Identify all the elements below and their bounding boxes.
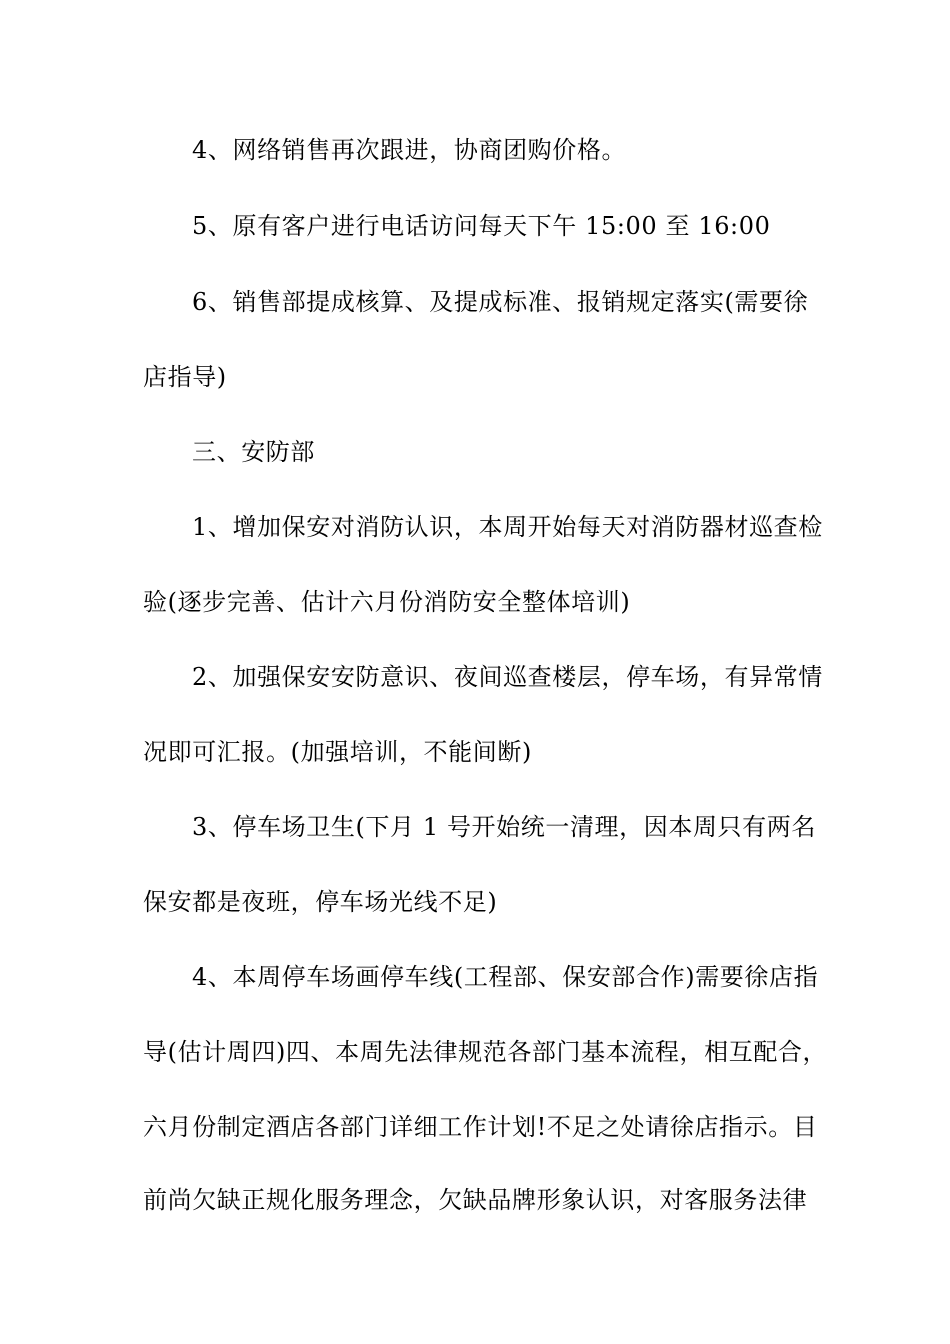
paragraph-line: 4、本周停车场画停车线(工程部、保安部合作)需要徐店指 bbox=[192, 963, 819, 991]
paragraph-line: 3、停车场卫生(下月 1 号开始统一清理，因本周只有两名 bbox=[192, 813, 816, 841]
paragraph-line: 5、原有客户进行电话访问每天下午 15:00 至 16:00 bbox=[192, 212, 771, 240]
paragraph-line: 6、销售部提成核算、及提成标准、报销规定落实(需要徐 bbox=[192, 288, 809, 316]
paragraph-line: 4、网络销售再次跟进，协商团购价格。 bbox=[192, 136, 627, 164]
paragraph-line: 前尚欠缺正规化服务理念，欠缺品牌形象认识，对客服务法律 bbox=[143, 1186, 808, 1214]
section-heading: 三、安防部 bbox=[192, 438, 315, 466]
paragraph-line: 2、加强保安安防意识、夜间巡查楼层，停车场，有异常情 bbox=[192, 663, 823, 691]
paragraph-line: 况即可汇报。(加强培训，不能间断) bbox=[143, 738, 532, 766]
paragraph-line: 保安都是夜班，停车场光线不足) bbox=[143, 888, 498, 916]
paragraph-line: 店指导) bbox=[143, 363, 227, 391]
paragraph-line: 1、增加保安对消防认识，本周开始每天对消防器材巡查检 bbox=[192, 513, 823, 541]
paragraph-line: 导(估计周四)四、本周先法律规范各部门基本流程，相互配合， bbox=[143, 1038, 828, 1066]
paragraph-line: 六月份制定酒店各部门详细工作计划!不足之处请徐店指示。目 bbox=[143, 1113, 818, 1141]
paragraph-line: 验(逐步完善、估计六月份消防安全整体培训) bbox=[143, 588, 631, 616]
